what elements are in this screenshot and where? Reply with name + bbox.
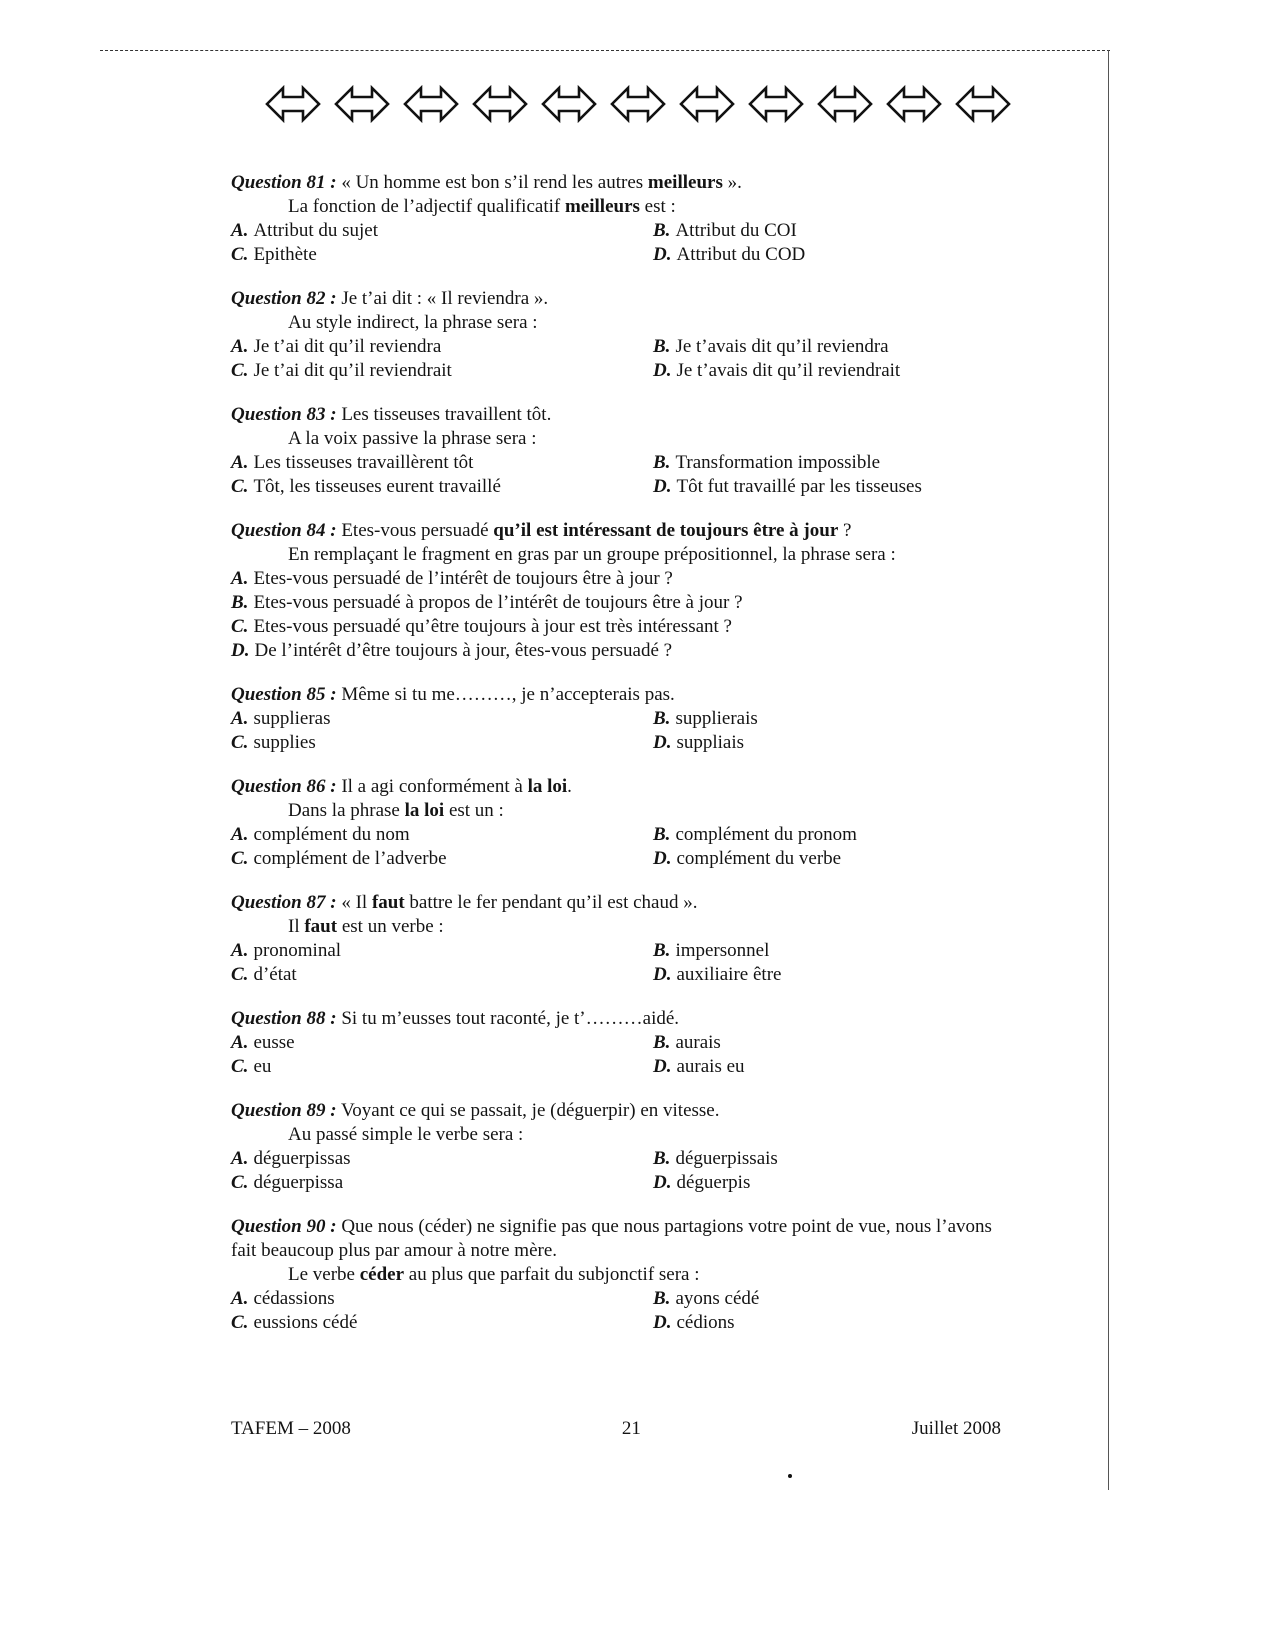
question-instruction (231, 799, 1021, 823)
instruction-bold-text: meilleurs (564, 196, 640, 217)
option-letter: A. (231, 220, 249, 241)
stem-bold-text: meilleurs (647, 172, 723, 193)
instruction-text: est un verbe : (337, 916, 444, 937)
instruction-text: Au style indirect, la phrase sera : (288, 312, 538, 333)
double-arrow-icon (334, 82, 390, 126)
option-letter: B. (653, 452, 671, 473)
option-letter: B. (653, 336, 671, 357)
answer-option (231, 1311, 653, 1335)
option-letter: C. (231, 848, 249, 869)
double-arrow-icon (679, 82, 735, 126)
question-label: Question 83 : (231, 404, 337, 425)
option-text: Etes-vous persuadé à propos de l’intérêt de toujours être à jour ? (253, 592, 743, 613)
stem-text: Même si tu me………, je n’accepterais pas. (341, 684, 675, 705)
option-letter: A. (231, 1032, 249, 1053)
instruction-text: est un : (444, 800, 504, 821)
answer-option (653, 939, 1021, 963)
answer-choices (231, 707, 1021, 755)
page-number: 21 (621, 1418, 641, 1439)
option-letter: C. (231, 1172, 249, 1193)
instruction-text: En remplaçant le fragment en gras par un groupe prépositionnel, la phrase sera : (288, 544, 896, 565)
question-instruction (231, 1123, 1021, 1147)
question-stem (231, 287, 1021, 311)
option-text: auxiliaire être (676, 964, 782, 985)
option-letter: A. (231, 940, 249, 961)
option-letter: B. (653, 1032, 671, 1053)
answer-option (231, 731, 653, 755)
answer-option (231, 707, 653, 731)
answer-option (231, 1171, 653, 1195)
question-stem (231, 683, 1021, 707)
answer-option (231, 1031, 653, 1055)
question-instruction (231, 195, 1021, 219)
answer-option (231, 335, 653, 359)
option-text: suppliais (676, 732, 745, 753)
option-letter: C. (231, 732, 249, 753)
answer-option (231, 591, 1021, 615)
option-text: impersonnel (675, 940, 770, 961)
option-letter: A. (231, 336, 249, 357)
option-letter: C. (231, 964, 249, 985)
option-letter: B. (231, 592, 249, 613)
option-text: Attribut du COD (676, 244, 806, 265)
answer-choices (231, 451, 1021, 499)
option-text: Je t’avais dit qu’il reviendra (675, 336, 889, 357)
stem-text: Que nous (céder) ne signifie pas que nous partagions votre point de vue, nous l’avons fait beaucoup plus par amour à notre mère. (231, 1216, 992, 1261)
question-block (231, 519, 1021, 663)
option-letter: B. (653, 940, 671, 961)
option-text: cédassions (253, 1288, 335, 1309)
option-letter: A. (231, 708, 249, 729)
answer-choices (231, 939, 1021, 987)
option-text: Etes-vous persuadé qu’être toujours à jour est très intéressant ? (253, 616, 732, 637)
option-text: aurais (675, 1032, 721, 1053)
double-arrow-icon (265, 82, 321, 126)
question-block (231, 683, 1021, 755)
question-block (231, 1215, 1021, 1335)
option-text: déguerpissas (253, 1148, 351, 1169)
option-letter: D. (653, 848, 672, 869)
instruction-bold-text: la loi (404, 800, 445, 821)
instruction-text: Il (288, 916, 305, 937)
answer-option (231, 219, 653, 243)
question-block (231, 1007, 1021, 1079)
stem-text: . (567, 776, 572, 797)
double-arrow-icon (955, 82, 1011, 126)
question-label: Question 90 : (231, 1216, 337, 1237)
page-footer (231, 1418, 1001, 1440)
answer-option (653, 847, 1021, 871)
option-letter: D. (653, 732, 672, 753)
answer-option (231, 1147, 653, 1171)
question-stem (231, 775, 1021, 799)
answer-option (653, 731, 1021, 755)
option-letter: A. (231, 1288, 249, 1309)
question-label: Question 86 : (231, 776, 337, 797)
stray-dot (788, 1474, 792, 1478)
question-stem (231, 519, 1021, 543)
option-text: Je t’ai dit qu’il reviendra (253, 336, 442, 357)
answer-option (653, 475, 1021, 499)
option-text: déguerpis (676, 1172, 751, 1193)
decorative-arrow-row (265, 82, 1011, 126)
question-stem (231, 1215, 1021, 1263)
question-block (231, 171, 1021, 267)
question-instruction (231, 543, 1021, 567)
option-letter: D. (653, 1056, 672, 1077)
question-label: Question 85 : (231, 684, 337, 705)
question-block (231, 287, 1021, 383)
question-label: Question 87 : (231, 892, 337, 913)
question-block (231, 403, 1021, 499)
option-text: Je t’ai dit qu’il reviendrait (253, 360, 452, 381)
answer-option (231, 963, 653, 987)
question-block (231, 1099, 1021, 1195)
option-text: complément du verbe (676, 848, 842, 869)
option-letter: C. (231, 1312, 249, 1333)
answer-choices (231, 335, 1021, 383)
question-stem (231, 1099, 1021, 1123)
answer-option (231, 1287, 653, 1311)
option-text: aurais eu (676, 1056, 745, 1077)
answer-option (653, 1311, 1021, 1335)
top-rule (100, 50, 1110, 51)
answer-option (653, 335, 1021, 359)
option-text: eu (253, 1056, 272, 1077)
stem-text: Etes-vous persuadé (341, 520, 494, 541)
question-list (231, 171, 1021, 1355)
answer-option (231, 1055, 653, 1079)
answer-option (231, 451, 653, 475)
option-text: De l’intérêt d’être toujours à jour, êtes-vous persuadé ? (254, 640, 673, 661)
question-block (231, 775, 1021, 871)
answer-option (231, 939, 653, 963)
option-text: pronominal (253, 940, 342, 961)
option-text: Tôt, les tisseuses eurent travaillé (253, 476, 501, 497)
answer-choices (231, 1287, 1021, 1335)
stem-bold-text: qu’il est intéressant de toujours être à jour (493, 520, 839, 541)
answer-option (653, 1287, 1021, 1311)
option-letter: A. (231, 568, 249, 589)
stem-text: battre le fer pendant qu’il est chaud ». (404, 892, 698, 913)
answer-choices (231, 1147, 1021, 1195)
option-letter: D. (653, 1172, 672, 1193)
option-letter: D. (653, 476, 672, 497)
stem-bold-text: faut (371, 892, 405, 913)
option-text: Tôt fut travaillé par les tisseuses (676, 476, 922, 497)
instruction-text: est : (639, 196, 676, 217)
stem-text: Voyant ce qui se passait, je (déguerpir) en vitesse. (341, 1100, 720, 1121)
answer-option (653, 963, 1021, 987)
answer-option (653, 243, 1021, 267)
answer-option (231, 847, 653, 871)
instruction-text: A la voix passive la phrase sera : (288, 428, 537, 449)
stem-text: ? (838, 520, 852, 541)
question-stem (231, 403, 1021, 427)
option-text: supplierais (675, 708, 758, 729)
question-block (231, 891, 1021, 987)
option-text: Je t’avais dit qu’il reviendrait (676, 360, 901, 381)
question-instruction (231, 311, 1021, 335)
question-instruction (231, 427, 1021, 451)
answer-option (653, 707, 1021, 731)
answer-option (653, 359, 1021, 383)
option-letter: A. (231, 452, 249, 473)
answer-option (231, 823, 653, 847)
option-text: complément de l’adverbe (253, 848, 447, 869)
answer-option (231, 359, 653, 383)
option-letter: D. (653, 1312, 672, 1333)
option-letter: C. (231, 476, 249, 497)
instruction-text: La fonction de l’adjectif qualificatif (288, 196, 565, 217)
stem-text: Je t’ai dit : « Il reviendra ». (341, 288, 549, 309)
stem-text: ». (722, 172, 742, 193)
answer-option (231, 243, 653, 267)
instruction-bold-text: céder (359, 1264, 405, 1285)
double-arrow-icon (541, 82, 597, 126)
option-letter: D. (231, 640, 250, 661)
answer-option (231, 567, 1021, 591)
double-arrow-icon (748, 82, 804, 126)
answer-choices (231, 1031, 1021, 1079)
option-text: déguerpissais (675, 1148, 778, 1169)
answer-option (231, 639, 1021, 663)
option-letter: A. (231, 1148, 249, 1169)
option-text: eusse (253, 1032, 295, 1053)
option-letter: C. (231, 616, 249, 637)
stem-bold-text: la loi (527, 776, 568, 797)
option-letter: D. (653, 244, 672, 265)
stem-text: Les tisseuses travaillent tôt. (341, 404, 552, 425)
question-instruction (231, 1263, 1021, 1287)
option-letter: B. (653, 220, 671, 241)
option-text: Epithète (253, 244, 317, 265)
option-text: supplies (253, 732, 316, 753)
option-letter: D. (653, 360, 672, 381)
answer-option (653, 1147, 1021, 1171)
question-stem (231, 891, 1021, 915)
option-text: complément du nom (253, 824, 410, 845)
answer-option (231, 475, 653, 499)
answer-choices (231, 567, 1021, 663)
option-letter: B. (653, 708, 671, 729)
question-stem (231, 1007, 1021, 1031)
option-text: supplieras (253, 708, 331, 729)
option-text: cédions (676, 1312, 735, 1333)
instruction-bold-text: faut (304, 916, 338, 937)
stem-text: Il a agi conformément à (341, 776, 528, 797)
option-letter: C. (231, 360, 249, 381)
answer-option (231, 615, 1021, 639)
answer-option (653, 1171, 1021, 1195)
question-instruction (231, 915, 1021, 939)
footer-exam-name: TAFEM – 2008 (231, 1418, 351, 1439)
question-label: Question 89 : (231, 1100, 337, 1121)
option-letter: B. (653, 1288, 671, 1309)
option-text: Les tisseuses travaillèrent tôt (253, 452, 474, 473)
answer-option (653, 823, 1021, 847)
answer-option (653, 451, 1021, 475)
option-text: d’état (253, 964, 297, 985)
question-stem (231, 171, 1021, 195)
option-text: complément du pronom (675, 824, 857, 845)
option-letter: A. (231, 824, 249, 845)
instruction-text: Au passé simple le verbe sera : (288, 1124, 524, 1145)
instruction-text: Dans la phrase (288, 800, 405, 821)
option-text: Transformation impossible (675, 452, 881, 473)
double-arrow-icon (403, 82, 459, 126)
answer-option (653, 1055, 1021, 1079)
double-arrow-icon (886, 82, 942, 126)
option-text: déguerpissa (253, 1172, 344, 1193)
question-label: Question 82 : (231, 288, 337, 309)
stem-text: « Un homme est bon s’il rend les autres (341, 172, 648, 193)
answer-choices (231, 219, 1021, 267)
option-letter: B. (653, 1148, 671, 1169)
option-text: Etes-vous persuadé de l’intérêt de toujours être à jour ? (253, 568, 673, 589)
instruction-text: au plus que parfait du subjonctif sera : (404, 1264, 700, 1285)
question-label: Question 84 : (231, 520, 337, 541)
option-letter: C. (231, 1056, 249, 1077)
option-text: eussions cédé (253, 1312, 358, 1333)
double-arrow-icon (817, 82, 873, 126)
answer-choices (231, 823, 1021, 871)
stem-text: Si tu m’eusses tout raconté, je t’………aidé. (341, 1008, 680, 1029)
stem-text: « Il (341, 892, 372, 913)
option-text: Attribut du sujet (253, 220, 378, 241)
footer-date: Juillet 2008 (911, 1418, 1001, 1439)
answer-option (653, 1031, 1021, 1055)
double-arrow-icon (472, 82, 528, 126)
option-letter: B. (653, 824, 671, 845)
option-text: ayons cédé (675, 1288, 760, 1309)
option-letter: C. (231, 244, 249, 265)
right-margin-rule (1108, 50, 1109, 1490)
instruction-text: Le verbe (288, 1264, 360, 1285)
question-label: Question 88 : (231, 1008, 337, 1029)
double-arrow-icon (610, 82, 666, 126)
option-text: Attribut du COI (675, 220, 797, 241)
answer-option (653, 219, 1021, 243)
option-letter: D. (653, 964, 672, 985)
question-label: Question 81 : (231, 172, 337, 193)
